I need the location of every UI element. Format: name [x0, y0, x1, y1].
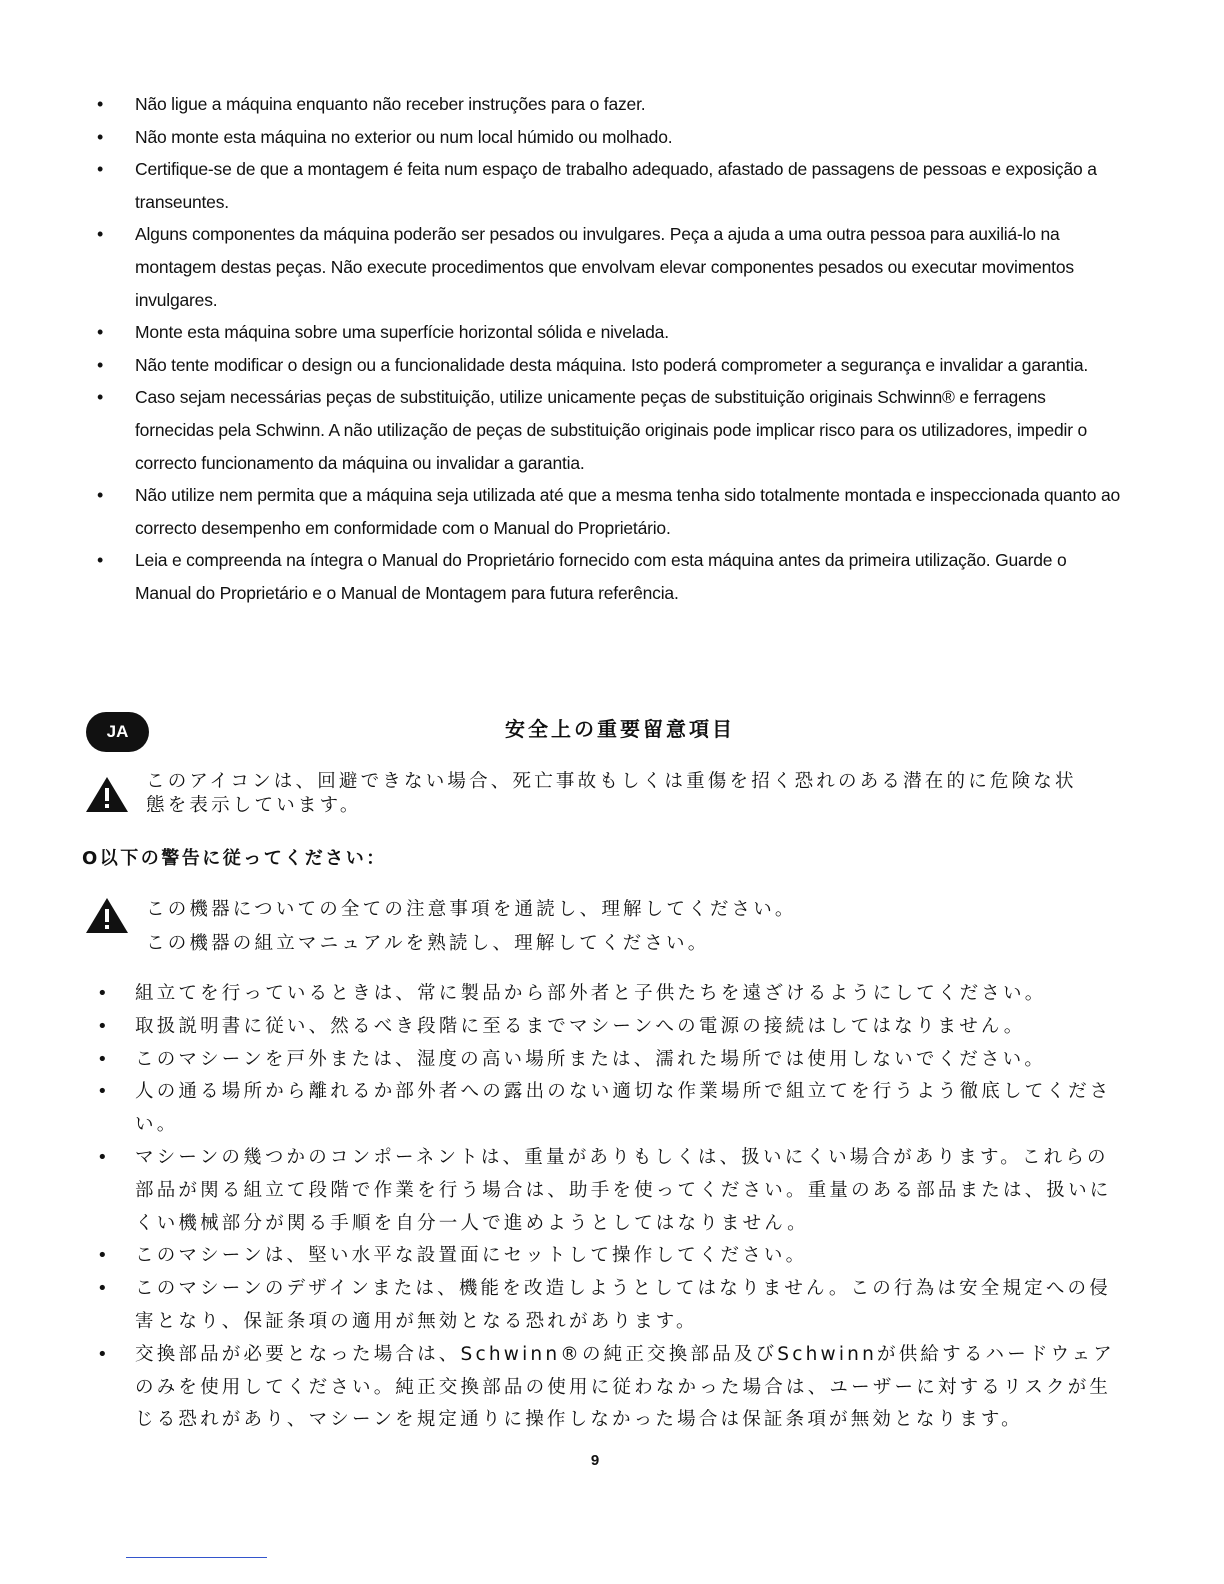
footer-rule — [126, 1557, 267, 1558]
list-item: • Não monte esta máquina no exterior ou num local húmido ou molhado. — [94, 121, 1124, 154]
bullet: • — [97, 1146, 111, 1168]
list-item: • マシーンの幾つかのコンポーネントは、重量がありもしくは、扱いにくい場合があります。これらの部品が関る組立て段階で作業を行う場合は、助手を使ってください。重量のある部品または、扱いにくい機械部分が関る手順を自分一人で進めようとしてはなりません。 — [94, 1142, 1124, 1240]
list-item: • Não utilize nem permita que a máquina seja utilizada até que a mesma tenha sido totalmente montada e inspeccionada quanto ao correcto desempenho em conformidade com o Manual do Proprietário. — [94, 479, 1124, 544]
list-item: • 交換部品が必要となった場合は、Schwinn®の純正交換部品及びSchwinnが供給するハードウェアのみを使用してください。純正交換部品の使用に従わなかった場合は、ユーザーに対するリスクが生じる恐れがあり、マシーンを規定通りに操作しなかった場合は保証条項が無効となります。 — [94, 1339, 1124, 1437]
list-item: • Não ligue a máquina enquanto não receber instruções para o fazer. — [94, 88, 1124, 121]
bullet: • — [97, 1048, 111, 1070]
warning-intro-text: このアイコンは、回避できない場合、死亡事故もしくは重傷を招く恐れのある潜在的に危険な状態を表示しています。 — [146, 771, 1077, 816]
bullet: • — [97, 1278, 111, 1300]
list-item: • Leia e compreenda na íntegra o Manual do Proprietário fornecido com esta máquina antes da primeira utilização. Guarde o Manual do Proprietário e o Manual de Montagem para futura referência. — [94, 544, 1124, 609]
bullet: • — [97, 1015, 111, 1037]
list-item: • Monte esta máquina sobre uma superfície horizontal sólida e nivelada. — [94, 316, 1124, 349]
list-item: • 組立てを行っているときは、常に製品から部外者と子供たちを遠ざけるようにしてください。 — [94, 978, 1124, 1011]
bullet: • — [97, 94, 104, 114]
warning-box — [146, 893, 1096, 961]
list-item: • Certifique-se de que a montagem é feita num espaço de trabalho adequado, afastado de passagens de pessoas e exposição a transeuntes. — [94, 153, 1124, 218]
warning-line: この機器についての全ての注意事項を通読し、理解してください。 — [146, 899, 797, 920]
bullet: • — [97, 224, 104, 245]
japanese-safety-list — [94, 978, 1124, 1437]
page-number: 9 — [590, 1452, 600, 1469]
bullet: • — [97, 1245, 111, 1267]
bullet: • — [97, 983, 111, 1004]
list-item: • このマシーンのデザインまたは、機能を改造しようとしてはなりません。この行為は安全規定への侵害となり、保証条項の適用が無効となる恐れがあります。 — [94, 1273, 1124, 1339]
list-item: • このマシーンは、堅い水平な設置面にセットして操作してください。 — [94, 1240, 1124, 1273]
follow-warnings-heading: O以下の警告に従ってください： — [82, 848, 387, 869]
section-title: 安全上の重要留意項目 — [505, 717, 735, 741]
bullet: • — [97, 322, 104, 343]
list-item: • このマシーンを戸外または、湿度の高い場所または、濡れた場所では使用しないでください。 — [94, 1044, 1124, 1077]
list-item: • Não tente modificar o design ou a funcionalidade desta máquina. Isto poderá comprometer a segurança e invalidar a garantia. — [94, 349, 1124, 382]
warning-icon — [85, 896, 129, 934]
bullet: • — [97, 1343, 111, 1365]
warning-icon — [85, 775, 129, 813]
list-item: • Caso sejam necessárias peças de substituição, utilize unicamente peças de substituição originais Schwinn® e ferragens fornecidas pela Schwinn. A não utilização de peças de substituição originais pode implicar risco para os utilizadores, impedir o correcto funcionamento da máquina ou invalidar a garantia. — [94, 381, 1124, 479]
bullet: • — [97, 387, 104, 408]
list-item: • Alguns componentes da máquina poderão ser pesados ou invulgares. Peça a ajuda a uma outra pessoa para auxiliá-lo na montagem destas peças. Não execute procedimentos que envolvam elevar componentes pesados ou executar movimentos invulgares. — [94, 218, 1124, 316]
bullet: • — [97, 550, 104, 571]
list-item: • 取扱説明書に従い、然るべき段階に至るまでマシーンへの電源の接続はしてはなりません。 — [94, 1011, 1124, 1044]
portuguese-safety-list — [94, 88, 1124, 610]
language-badge: JA — [86, 712, 149, 752]
bullet: • — [97, 159, 104, 180]
warning-line: この機器の組立マニュアルを熟読し、理解してください。 — [146, 933, 710, 954]
list-item: • 人の通る場所から離れるか部外者への露出のない適切な作業場所で組立てを行うよう徹底してください。 — [94, 1076, 1124, 1142]
bullet: • — [97, 354, 104, 375]
bullet: • — [97, 126, 104, 147]
bullet: • — [97, 485, 104, 506]
bullet: • — [97, 1081, 111, 1103]
